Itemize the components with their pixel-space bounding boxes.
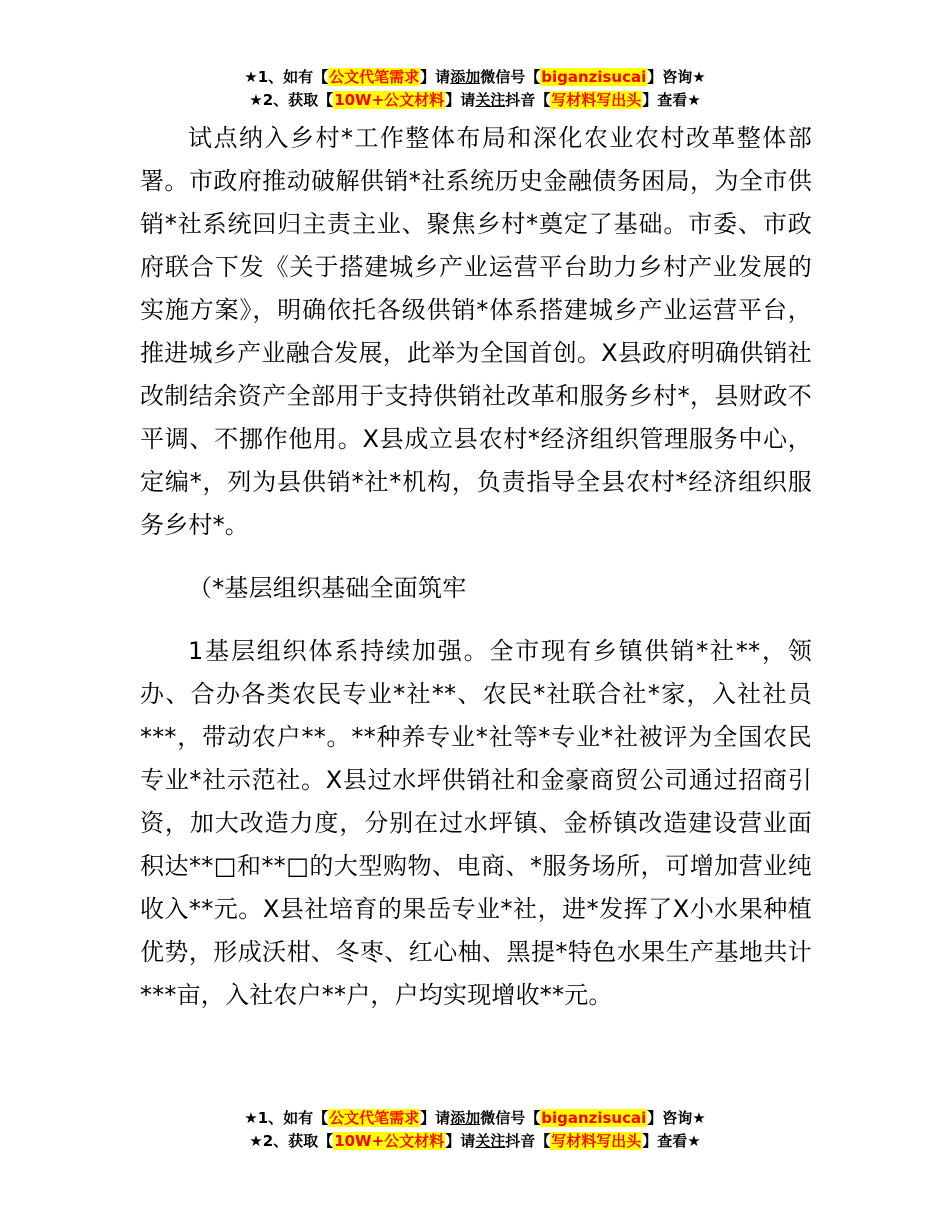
banner-text: 】咨询★ [647, 1109, 706, 1127]
emphasis-text: 添加 [450, 1109, 481, 1127]
banner-line-1 [0, 66, 950, 89]
banner-text: 抖音【 [505, 1132, 551, 1150]
highlight-text: 10W+公文材料 [334, 1132, 445, 1150]
banner-text: 】咨询★ [647, 68, 706, 86]
banner-text: 】请 [445, 1132, 476, 1150]
banner-text: ★1、如有【 [244, 68, 329, 86]
highlight-text: 10W+公文材料 [334, 91, 445, 109]
highlight-text: 公文代笔需求 [329, 68, 420, 86]
footer-banner [0, 1107, 950, 1153]
banner-text: ★2、获取【 [249, 1132, 334, 1150]
highlight-text: biganzisucai [541, 68, 647, 86]
highlight-text: 公文代笔需求 [329, 1109, 420, 1127]
banner-text: 】请 [420, 68, 451, 86]
highlight-text: biganzisucai [541, 1109, 647, 1127]
banner-text: 抖音【 [505, 91, 551, 109]
banner-text: 】请 [445, 91, 476, 109]
paragraph-1: 试点纳入乡村*工作整体布局和深化农业农村改革整体部署。市政府推动破解供销*社系统历史金融债务困局，为全市供销*社系统回归主责主业、聚焦乡村*奠定了基础。市委、市政府联合下发《关于搭建城乡产业运营平台助力乡村产业发展的实施方案》，明确依托各级供销*体系搭建城乡产业运营平台，推进城乡产业融合发展，此举为全国首创。X县政府明确供销社改制结余资产全部用于支持供销社改革和服务乡村*，县财政不平调、不挪作他用。X县成立县农村*经济组织管理服务中心，定编*，列为县供销*社*机构，负责指导全县农村*经济组织服务乡村*。 [140, 124, 812, 539]
document-body [140, 117, 812, 1017]
banner-line-2 [0, 1130, 950, 1153]
banner-text: 微信号【 [480, 68, 541, 86]
emphasis-text: 关注 [475, 91, 506, 109]
section-heading: （*基层组织基础全面筑牢 [188, 574, 467, 602]
emphasis-text: 关注 [475, 1132, 506, 1150]
banner-line-1 [0, 1107, 950, 1130]
highlight-text: 写材料写出头 [551, 1132, 642, 1150]
emphasis-text: 添加 [450, 68, 481, 86]
banner-text: 】查看★ [642, 91, 701, 109]
highlight-text: 写材料写出头 [551, 91, 642, 109]
banner-text: 】请 [420, 1109, 451, 1127]
header-banner [0, 66, 950, 112]
banner-line-2 [0, 89, 950, 112]
banner-text: ★1、如有【 [244, 1109, 329, 1127]
banner-text: 微信号【 [480, 1109, 541, 1127]
banner-text: ★2、获取【 [249, 91, 334, 109]
paragraph-2: 1基层组织体系持续加强。全市现有乡镇供销*社**，领办、合办各类农民专业*社**、农民*社联合社*家，入社社员***，带动农户**。**种养专业*社等*专业*社被评为全国农民专业*社示范社。X县过水坪供销社和金豪商贸公司通过招商引资，加大改造力度，分别在过水坪镇、金桥镇改造建设营业面积达**□和**□的大型购物、电商、*服务场所，可增加营业纯收入**元。X县社培育的果岳专业*社，进*发挥了X小水果种植优势，形成沃柑、冬枣、红心柚、黑提*特色水果生产基地共计***亩，入社农户**户，户均实现增收**元。 [140, 637, 812, 1009]
banner-text: 】查看★ [642, 1132, 701, 1150]
